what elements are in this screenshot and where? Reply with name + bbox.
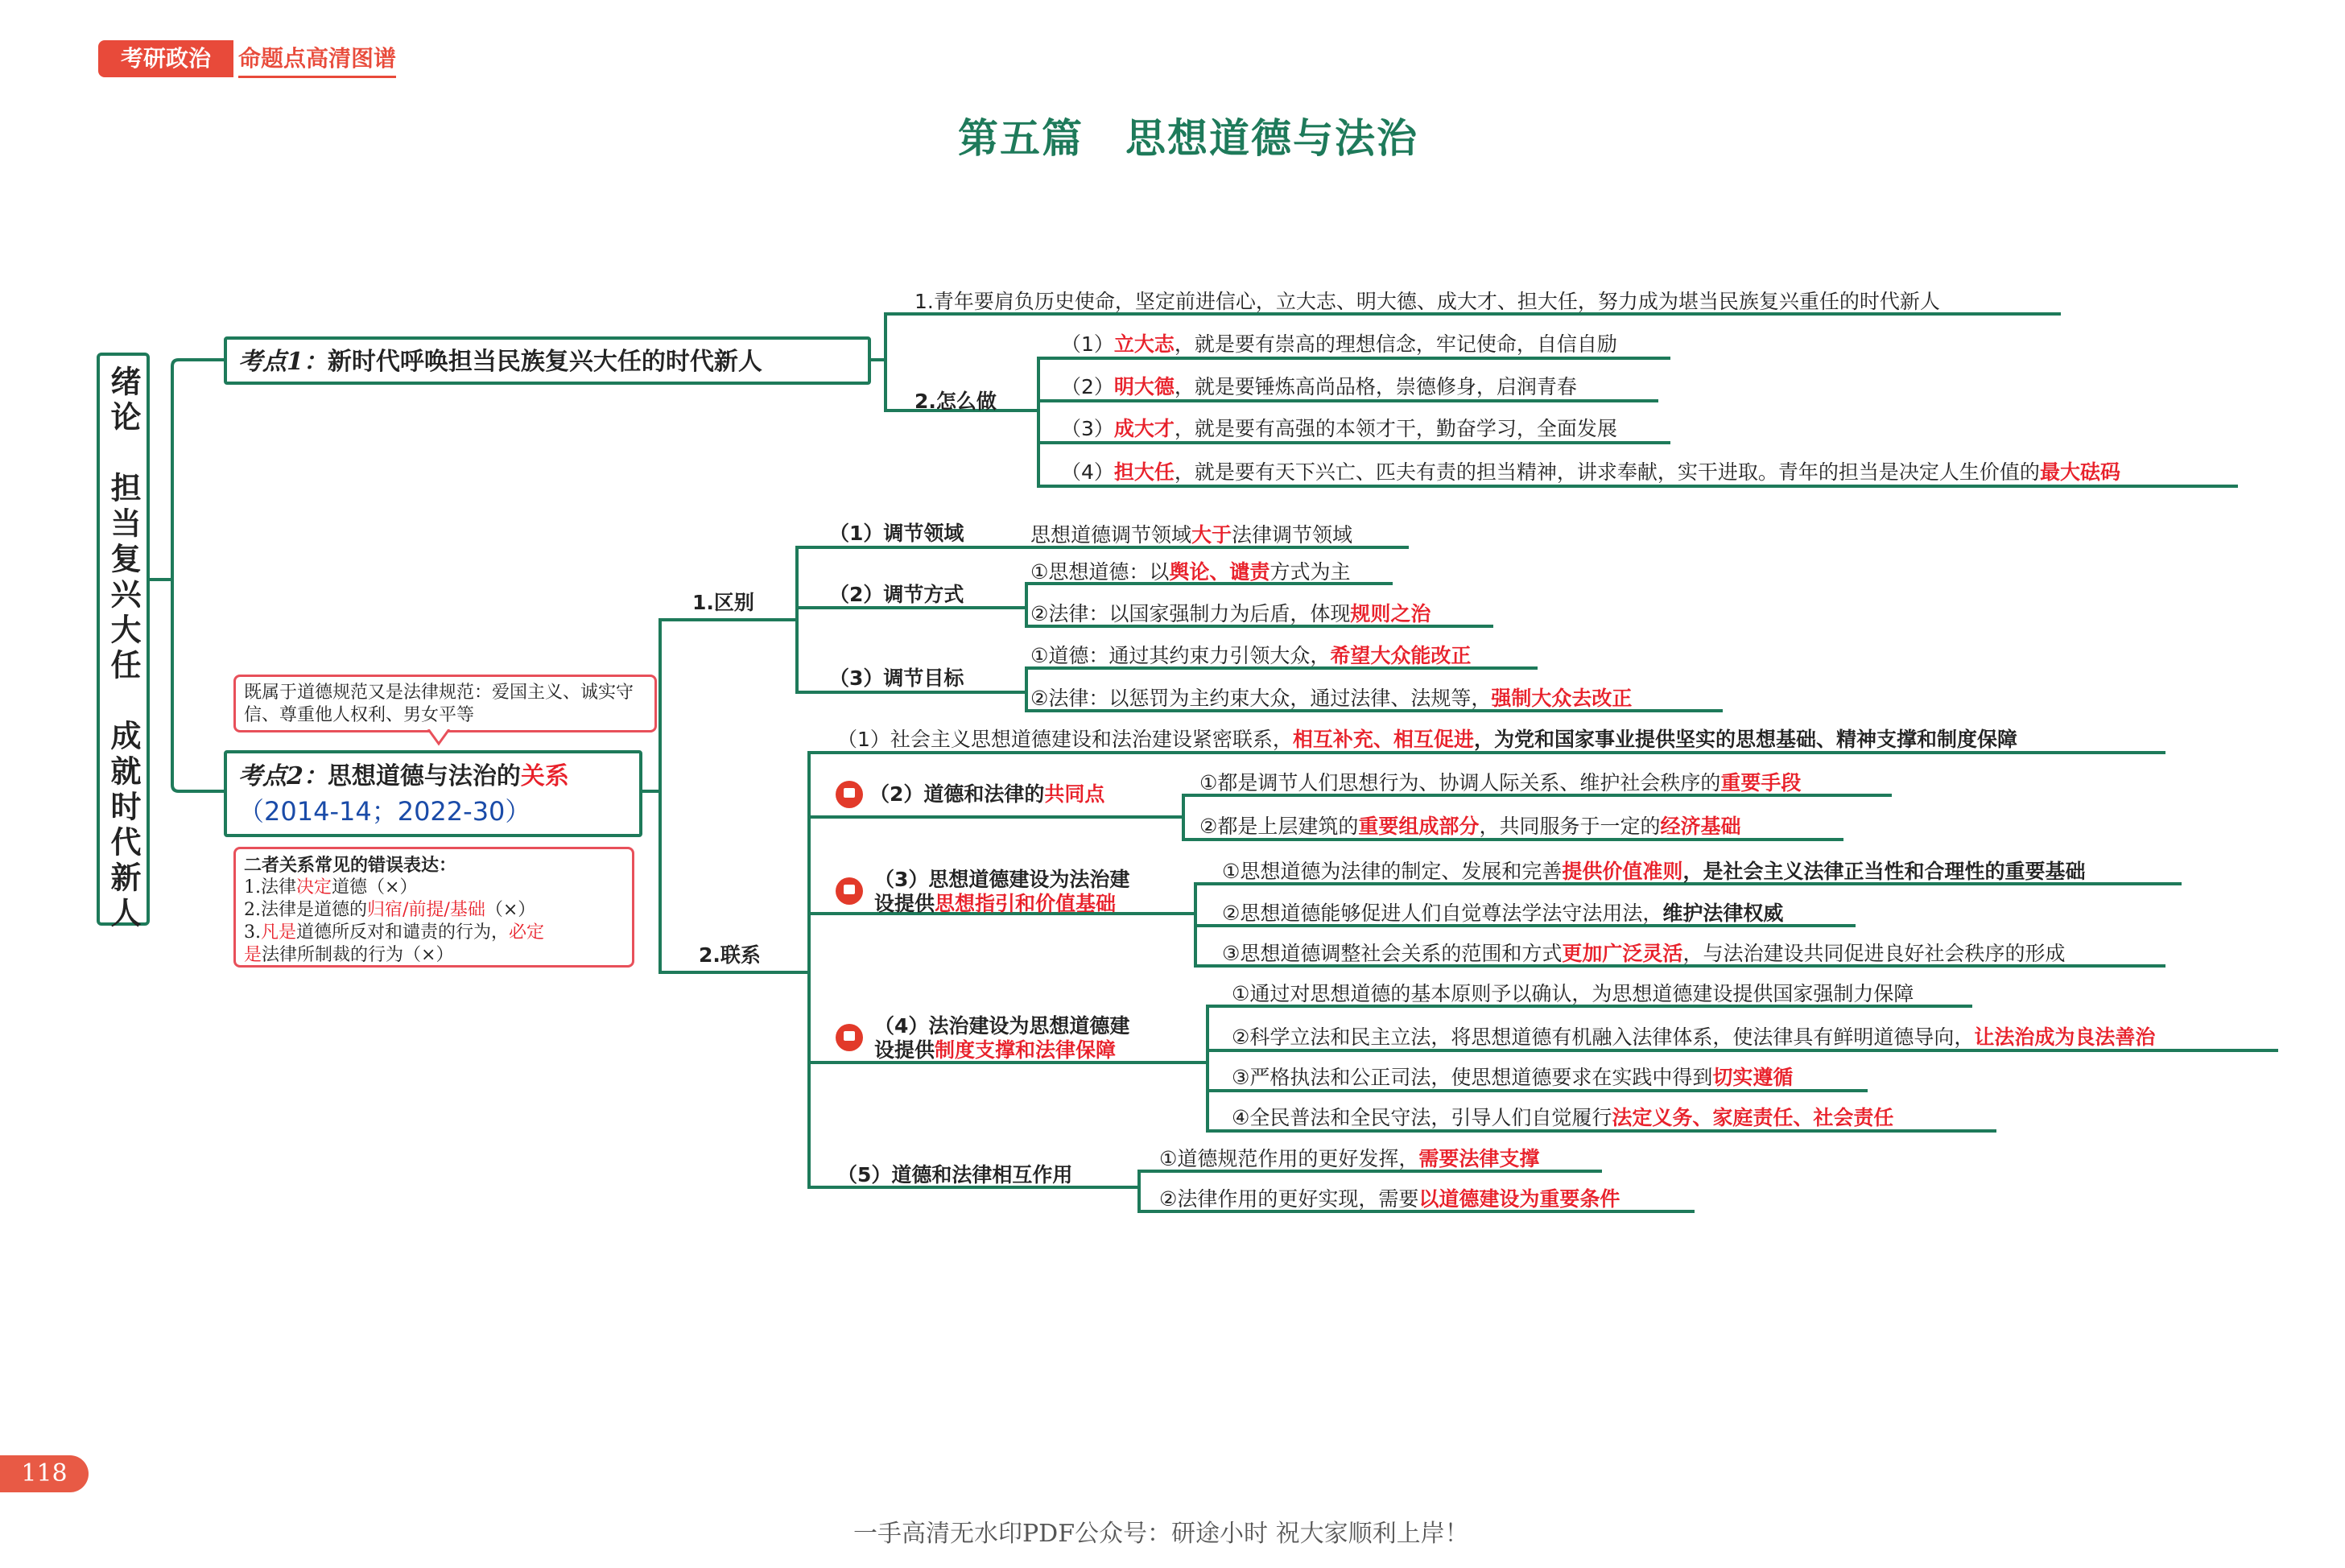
- note-l3a: 3.: [244, 922, 261, 943]
- method-b1: ②法律：以国家强制力为后盾，体现: [1030, 602, 1351, 625]
- link-c4-label-1: （4）法治建设为思想道德建: [874, 1014, 1130, 1038]
- how-4-rest: ，就是要有天下兴亡、匹夫有责的担当精神，讲求奉献，实干进取。青年的担当是决定人生价值的: [1174, 460, 2040, 484]
- kp1-label: 考点1：: [238, 348, 328, 376]
- link-label: 2.联系: [699, 943, 761, 967]
- c3-i1a: ①思想道德为法律的制定、发展和完善: [1222, 860, 1563, 883]
- link-c2-i1: [1199, 771, 1801, 795]
- kp2-box: [224, 750, 642, 837]
- c4-i2a: ②科学立法和民主立法，将思想道德有机融入法律体系，使法律具有鲜明道德导向，: [1232, 1025, 1975, 1049]
- note-l3c: 道德所反对和谴责的行为，: [296, 922, 510, 943]
- c4-i4a: ④全民普法和全民守法，引导人们自觉履行: [1232, 1106, 1612, 1129]
- kp1-item1: 1.青年要肩负历史使命，坚定前进信心，立大志、明大德、成大才、担大任，努力成为堪当民族复兴重任的时代新人: [914, 290, 1940, 313]
- c5-i2b: 以道德建设为重要条件: [1418, 1187, 1620, 1211]
- c2-i1b: 重要手段: [1720, 771, 1802, 794]
- link-c5-i2: [1159, 1187, 1620, 1211]
- method-a1: ①思想道德：以: [1030, 560, 1170, 584]
- diff-method-label: （2）调节方式: [829, 583, 964, 606]
- link-c3-label-1: （3）思想道德建设为法治建: [874, 868, 1130, 891]
- kp2-title: 思想道德与法治的: [327, 762, 521, 790]
- note-l4a: 是: [244, 945, 262, 965]
- link-c4-i3: [1232, 1066, 1793, 1090]
- c4-b: 设提供: [874, 1038, 935, 1062]
- c3-i3b: 更加广泛灵活: [1562, 942, 1683, 965]
- c1-c: ，为党和国家事业提供坚实的思想基础、精神支撑和制度保障: [1473, 728, 2017, 751]
- c4-i4b: 法定义务、家庭责任、社会责任: [1612, 1106, 1894, 1129]
- c4-c: 制度支撑和法律保障: [935, 1038, 1117, 1062]
- kp1-item2: 2.怎么做: [914, 390, 997, 413]
- c2-i2d: 经济基础: [1660, 815, 1741, 838]
- root-node: [97, 353, 150, 932]
- note-l2c: （×）: [485, 900, 536, 920]
- link-c4-label-2: [874, 1038, 1116, 1063]
- link-c4-i2: [1232, 1025, 2155, 1050]
- link-c2-label: [869, 782, 1104, 807]
- flag-icon: [836, 781, 863, 808]
- footer-text: 一手高清无水印PDF公众号：研途小时 祝大家顺利上岸！: [853, 1520, 1469, 1548]
- c3-i1b: 提供价值准则: [1562, 860, 1683, 883]
- note-l2a: 2.法律是道德的: [244, 900, 367, 920]
- kp1-heading: [238, 349, 762, 375]
- how-item-1: [1061, 332, 1617, 357]
- c4-i3a: ③严格执法和公正司法，使思想道德要求在实践中得到: [1232, 1066, 1713, 1089]
- kp2-heading: [238, 763, 569, 790]
- c1-a: （1）社会主义思想道德建设和法治建设紧密联系，: [837, 728, 1293, 751]
- c3-i3c: ，与法治建设共同促进良好社会秩序的形成: [1682, 942, 2066, 965]
- link-c3-i2: [1222, 902, 1783, 926]
- page-number: 118: [0, 1455, 89, 1492]
- note-l1b: 决定: [296, 877, 332, 897]
- method-a2: 舆论、谴责: [1169, 560, 1270, 584]
- c3-i2b: 维护法律权威: [1662, 902, 1784, 925]
- c5-i1a: ①道德规范作用的更好发挥，: [1159, 1147, 1419, 1170]
- method-a3: 方式为主: [1270, 560, 1351, 584]
- link-c1: [837, 728, 2017, 752]
- note-top-text: 既属于道德规范又是法律规范：爱国主义、诚实守信、尊重他人权利、男女平等: [244, 683, 634, 725]
- c2-i2a: ②都是上层建筑的: [1199, 815, 1359, 838]
- link-c2-i2: [1199, 815, 1740, 839]
- c4-i3b: 切实遵循: [1712, 1066, 1794, 1089]
- diff-domain-text: [1030, 523, 1352, 547]
- how-item-3: [1061, 417, 1617, 441]
- how-4-pre: （4）: [1061, 460, 1114, 484]
- domain-t3: 法律调节领域: [1232, 523, 1353, 547]
- note-top-pointer: [427, 729, 451, 747]
- link-c4-i1: ①通过对思想道德的基本原则予以确认，为思想道德建设提供国家强制力保障: [1232, 982, 1914, 1005]
- how-item-4: [1061, 460, 2120, 485]
- header-subtitle: 命题点高清图谱: [238, 42, 396, 78]
- how-2-pre: （2）: [1061, 375, 1114, 398]
- c3-b: 设提供: [874, 892, 935, 915]
- note-top: [233, 675, 657, 732]
- note-bottom-title: 二者关系常见的错误表达：: [244, 855, 457, 876]
- c2-i2c: ，共同服务于一定的: [1479, 815, 1661, 838]
- flag-icon: [836, 1024, 863, 1051]
- how-3-rest: ，就是要有高强的本领才干，勤奋学习，全面发展: [1174, 417, 1617, 440]
- note-line-4: [244, 944, 624, 967]
- c3-i2a: ②思想道德能够促进人们自觉尊法学法守法用法，: [1222, 902, 1663, 925]
- c3-i3a: ③思想道德调整社会关系的范围和方式: [1222, 942, 1563, 965]
- diff-label: 1.区别: [692, 591, 754, 614]
- root-title: 绪论 担当复兴大任 成就时代新人: [105, 365, 141, 932]
- how-2-key: 明大德: [1113, 375, 1175, 398]
- header-badge: 考研政治: [98, 40, 233, 77]
- kp1-box: [224, 336, 871, 385]
- c2-i2b: 重要组成部分: [1358, 815, 1480, 838]
- method-b2: 规则之治: [1350, 602, 1431, 625]
- how-3-pre: （3）: [1061, 417, 1114, 440]
- goal-a1: ①道德：通过其约束力引领大众，: [1030, 644, 1331, 667]
- link-c3-i3: [1222, 942, 2065, 966]
- flag-icon: [836, 877, 863, 905]
- note-l1a: 1.法律: [244, 877, 296, 897]
- kp2-years: （2014-14；2022-30）: [238, 796, 531, 827]
- how-3-key: 成大才: [1113, 417, 1175, 440]
- how-1-pre: （1）: [1061, 332, 1114, 356]
- how-4-key: 担大任: [1113, 460, 1175, 484]
- link-c3-i1: [1222, 860, 2085, 884]
- note-l1c: 道德（×）: [332, 877, 418, 897]
- how-1-rest: ，就是要有崇高的理想信念，牢记使命，自信自励: [1174, 332, 1617, 356]
- c2-b: 共同点: [1044, 782, 1105, 806]
- note-line-3: [244, 922, 624, 944]
- link-c3-label-2: [874, 892, 1116, 916]
- diff-method-b: [1030, 602, 1431, 626]
- kp1-title: 新时代呼唤担当民族复兴大任的时代新人: [327, 348, 762, 376]
- c2-i1a: ①都是调节人们思想行为、协调人际关系、维护社会秩序的: [1199, 771, 1721, 794]
- c2-a: （2）道德和法律的: [869, 782, 1045, 806]
- how-1-key: 立大志: [1113, 332, 1175, 356]
- page-title: 第五篇 思想道德与法治: [958, 114, 1418, 162]
- note-l4b: 法律所制裁的行为（×）: [262, 945, 454, 965]
- how-4-tail: 最大砝码: [2039, 460, 2120, 484]
- diff-goal-a: [1030, 644, 1471, 668]
- c5-i1b: 需要法律支撑: [1418, 1147, 1540, 1170]
- note-line-1: [244, 877, 624, 899]
- diff-domain-label: （1）调节领域: [829, 522, 964, 545]
- note-line-2: [244, 899, 624, 922]
- kp2-title-red: 关系: [520, 762, 569, 790]
- c5-i2a: ②法律作用的更好实现，需要: [1159, 1187, 1419, 1211]
- c1-b: 相互补充、相互促进: [1292, 728, 1474, 751]
- how-item-2: [1061, 375, 1577, 399]
- link-c4-i4: [1232, 1106, 1893, 1130]
- domain-t2: 大于: [1191, 523, 1232, 547]
- diff-method-a: [1030, 560, 1350, 584]
- diff-goal-b: [1030, 687, 1632, 711]
- c3-i1c: ，是社会主义法律正当性和合理性的重要基础: [1682, 860, 2086, 883]
- domain-t1: 思想道德调节领域: [1030, 523, 1192, 547]
- goal-a2: 希望大众能改正: [1330, 644, 1472, 667]
- kp2-label: 考点2：: [238, 762, 328, 790]
- link-c5-label: （5）道德和法律相互作用: [837, 1163, 1073, 1186]
- c4-i2b: 让法治成为良法善治: [1974, 1025, 2156, 1049]
- note-bottom: [233, 847, 634, 968]
- note-l3d: 必定: [509, 922, 545, 943]
- goal-b2: 强制大众去改正: [1491, 687, 1633, 710]
- link-c5-i1: [1159, 1147, 1539, 1171]
- diff-goal-label: （3）调节目标: [829, 666, 964, 690]
- how-2-rest: ，就是要锤炼高尚品格，崇德修身，启润青春: [1174, 375, 1577, 398]
- c3-c: 思想指引和价值基础: [935, 892, 1117, 915]
- note-l2b: 归宿/前提/基础: [367, 900, 485, 920]
- note-l3b: 凡是: [261, 922, 297, 943]
- goal-b1: ②法律：以惩罚为主约束大众，通过法律、法规等，: [1030, 687, 1492, 710]
